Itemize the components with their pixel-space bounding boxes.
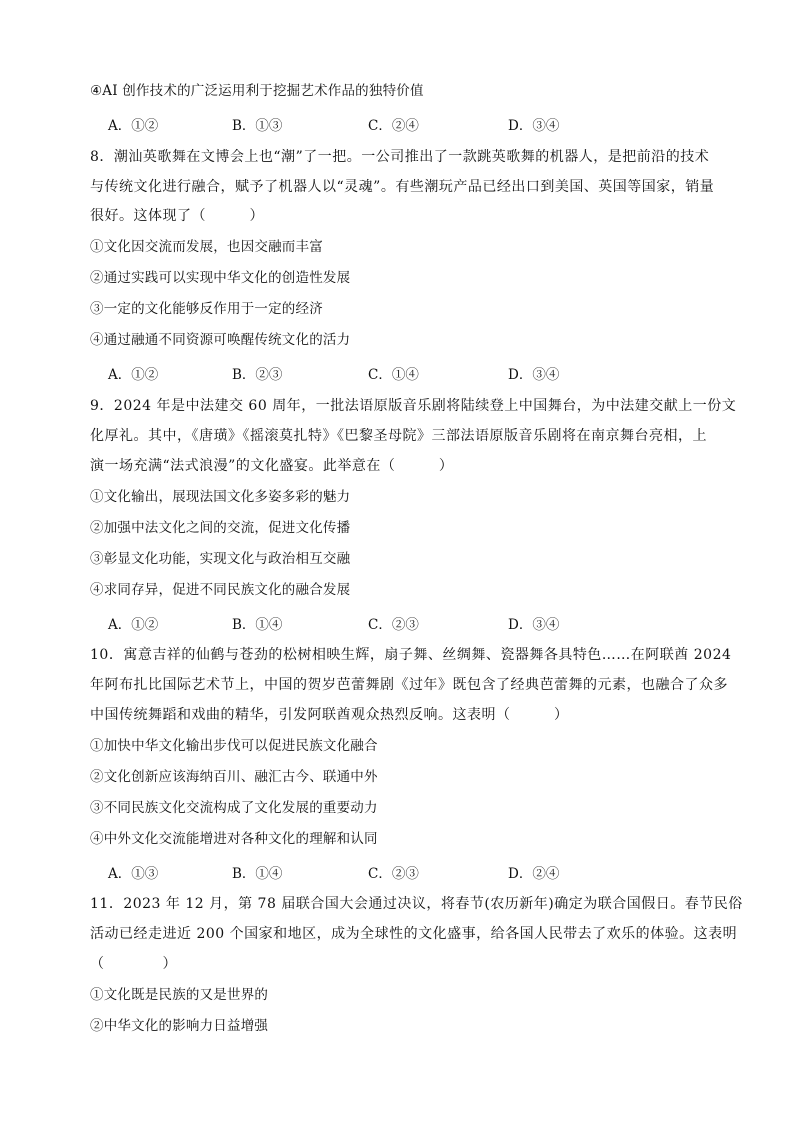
q11-stem-line-2: 活动已经走进近 200 个国家和地区，成为全球性的文化盛事，给各国人民带去了欢乐的体验。这表明 xyxy=(90,926,738,942)
q8-item-3: ③一定的文化能够反作用于一定的经济 xyxy=(90,301,323,317)
q9-option-b: B．①④ xyxy=(232,617,283,633)
q10-item-3: ③不同民族文化交流构成了文化发展的重要动力 xyxy=(90,800,378,816)
q9-item-4: ④求同存异，促进不同民族文化的融合发展 xyxy=(90,582,351,598)
q10-stem-line-2: 年阿布扎比国际艺术节上，中国的贺岁芭蕾舞剧《过年》既包含了经典芭蕾舞的元素，也融合了众多 xyxy=(90,677,728,693)
q8-option-c: C．①④ xyxy=(368,367,419,383)
q9-option-c: C．②③ xyxy=(368,617,419,633)
q9-stem-line-2: 化厚礼。其中，《唐璜》《摇滚莫扎特》《巴黎圣母院》三部法语原版音乐剧将在南京舞台亮相，上 xyxy=(90,428,707,444)
q10-item-2: ②文化创新应该海纳百川、融汇古今、联通中外 xyxy=(90,769,378,785)
q10-stem-line-3: 中国传统舞蹈和戏曲的精华，引发阿联酋观众热烈反响。这表明（ ） xyxy=(90,707,569,723)
q7-option-b: B．①③ xyxy=(232,118,283,134)
q11-item-1: ①文化既是民族的又是世界的 xyxy=(90,987,269,1003)
q10-stem-line-1: 10．寓意吉祥的仙鹤与苍劲的松树相映生辉，扇子舞、丝绸舞、瓷器舞各具特色……在阿联酋 2024 xyxy=(90,647,732,663)
q10-item-4: ④中外文化交流能增进对各种文化的理解和认同 xyxy=(90,831,378,847)
q10-options xyxy=(108,862,668,882)
q7-option-c: C．②④ xyxy=(368,118,419,134)
q9-item-1: ①文化输出，展现法国文化多姿多彩的魅力 xyxy=(90,489,351,505)
q10-option-d: D．②④ xyxy=(508,866,560,882)
q8-option-a: A．①② xyxy=(108,367,159,383)
q10-option-c: C．②③ xyxy=(368,866,419,882)
q7-option-a: A．①② xyxy=(108,118,159,134)
q9-stem-line-3: 演一场充满“法式浪漫”的文化盛宴。此举意在（ ） xyxy=(90,458,454,474)
q10-item-1: ①加快中华文化输出步伐可以促进民族文化融合 xyxy=(90,738,378,754)
q8-item-4: ④通过融通不同资源可唤醒传统文化的活力 xyxy=(90,332,351,348)
q7-options xyxy=(108,114,668,134)
q9-options xyxy=(108,613,668,633)
q7-item-4: ④AI 创作技术的广泛运用利于挖掘艺术作品的独特价值 xyxy=(90,83,424,99)
q7-option-d: D．③④ xyxy=(508,118,560,134)
q11-stem-line-1: 11．2023 年 12 月，第 78 届联合国大会通过决议，将春节(农历新年)确定为联合国假日。春节民俗 xyxy=(90,896,743,912)
q8-stem-line-1: 8．潮汕英歌舞在文博会上也“潮”了一把。一公司推出了一款跳英歌舞的机器人，是把前沿的技术 xyxy=(90,149,710,165)
q8-options xyxy=(108,363,668,383)
q8-option-d: D．③④ xyxy=(508,367,560,383)
q9-item-2: ②加强中法文化之间的交流，促进文化传播 xyxy=(90,520,351,536)
q10-option-a: A．①③ xyxy=(108,866,159,882)
q9-item-3: ③彰显文化功能，实现文化与政治相互交融 xyxy=(90,551,351,567)
q9-option-a: A．①② xyxy=(108,617,159,633)
q10-option-b: B．①④ xyxy=(232,866,283,882)
q8-stem-line-2: 与传统文化进行融合，赋予了机器人以“灵魂”。有些潮玩产品已经出口到美国、英国等国家，销量 xyxy=(90,179,715,195)
q8-stem-line-3: 很好。这体现了（ ） xyxy=(90,208,264,224)
q9-stem-line-1: 9．2024 年是中法建交 60 周年，一批法语原版音乐剧将陆续登上中国舞台，为中法建交献上一份文 xyxy=(90,398,737,414)
q8-option-b: B．②③ xyxy=(232,367,283,383)
q11-item-2: ②中华文化的影响力日益增强 xyxy=(90,1018,269,1034)
q8-item-2: ②通过实践可以实现中华文化的创造性发展 xyxy=(90,270,351,286)
q8-item-1: ①文化因交流而发展，也因交融而丰富 xyxy=(90,239,323,255)
q11-stem-line-3: （ ） xyxy=(90,956,177,972)
q9-option-d: D．③④ xyxy=(508,617,560,633)
